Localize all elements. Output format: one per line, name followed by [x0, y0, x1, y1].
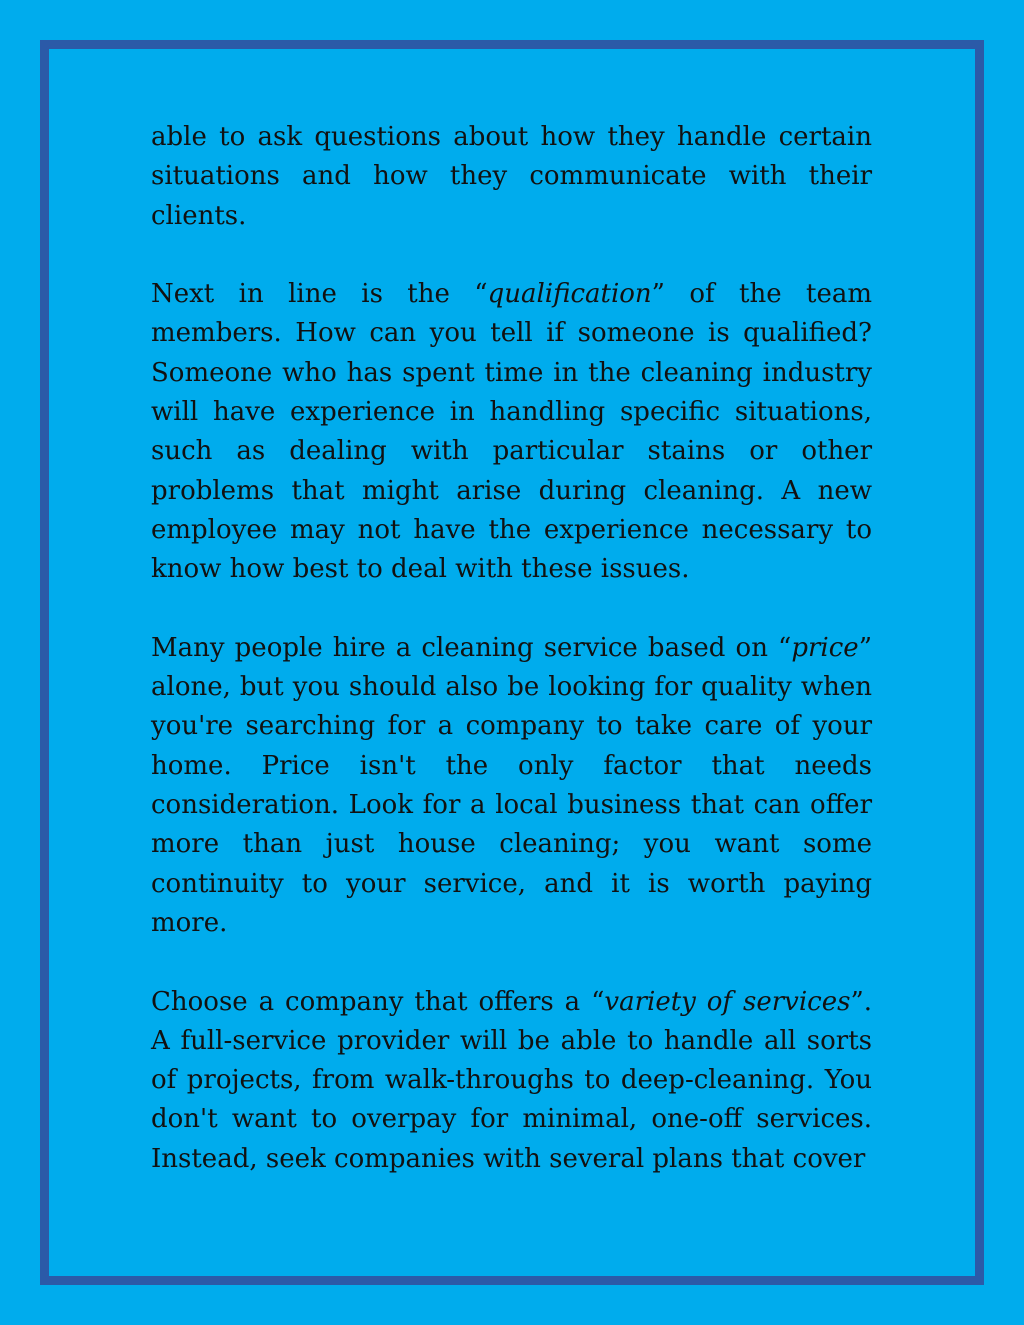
- paragraph-text: Choose a company that offers a “: [151, 986, 605, 1017]
- paragraph-price: [151, 629, 872, 943]
- paragraph-text: Next in line is the “: [151, 279, 488, 310]
- emphasis-variety-of-services: variety of services: [604, 986, 851, 1017]
- paragraph-text: ”. A full-service provider will be able to handle all sorts of projects, from walk-throughs to deep-cleaning. You don't want to overpay for minimal, one-off services. Instead, seek companies with several plans that cover: [151, 986, 872, 1174]
- paragraph-text: Many people hire a cleaning service based on “: [151, 632, 792, 663]
- emphasis-price: price: [791, 632, 859, 663]
- paragraph-intro-continuation: [151, 118, 872, 236]
- emphasis-qualification: qualification: [487, 279, 652, 310]
- document-body: [151, 118, 872, 1179]
- paragraph-text: ” alone, but you should also be looking for quality when you're searching for a company to take care of your home. Price isn't the only factor that needs consideration. Look for a local business that can offer more than just house cleaning; you want some continuity to your service, and it is worth paying more.: [151, 632, 872, 938]
- paragraph-text: able to ask questions about how they handle certain situations and how they communicate with their clients.: [151, 122, 872, 231]
- paragraph-qualification: [151, 275, 872, 589]
- paragraph-text: ” of the team members. How can you tell if someone is qualified? Someone who has spent time in the cleaning industry will have experience in handling specific situations, such as dealing with particular stains or other problems that might arise during cleaning. A new employee may not have the experience necessary to know how best to deal with these issues.: [151, 279, 872, 585]
- paragraph-variety-of-services: [151, 983, 872, 1179]
